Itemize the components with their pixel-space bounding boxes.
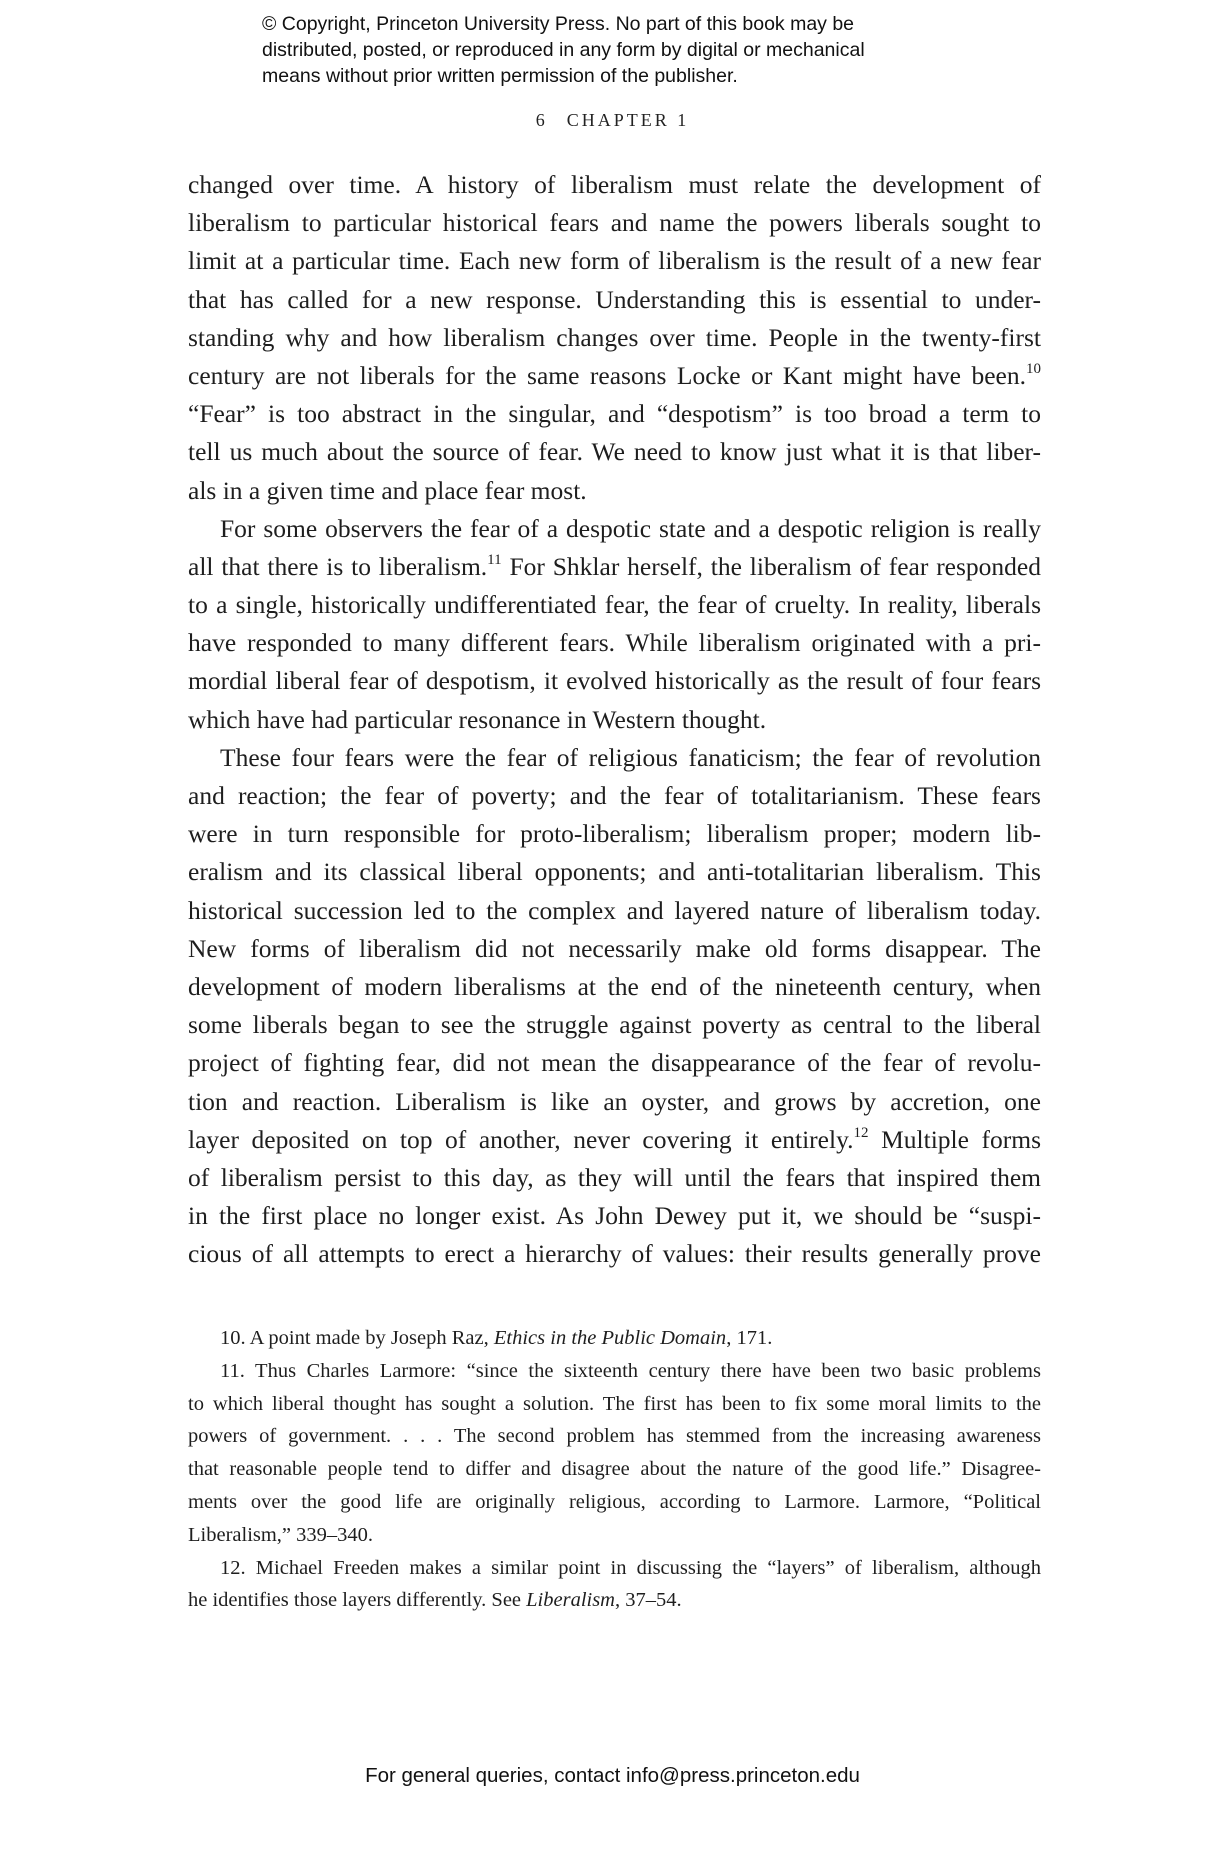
footnote-11-line: ments over the good life are originally religious, according to Larmore. Larmore, “Political (188, 1490, 1041, 1513)
running-head (0, 110, 1225, 131)
body-line-text: Multiple forms (868, 1124, 1041, 1154)
body-line: These four fears were the fear of religious fanaticism; the fear of revolution (220, 742, 1041, 772)
footnote-12-line (188, 1584, 1041, 1617)
body-line: were in turn responsible for proto-liberalism; liberalism proper; modern lib- (188, 819, 1041, 849)
footnote-text: 10. A point made by Joseph Raz, (220, 1327, 494, 1349)
body-line: in the first place no longer exist. As John Dewey put it, we should be “suspi- (188, 1201, 1041, 1231)
page-number: 6 (535, 110, 545, 130)
body-line-text: all that there is to liberalism. (188, 551, 488, 581)
body-line: development of modern liberalisms at the end of the nineteenth century, when (188, 971, 1041, 1001)
footnote-10 (188, 1322, 1041, 1355)
body-line: tell us much about the source of fear. We need to know just what it is that liber- (188, 437, 1041, 467)
footnote-ref-12[interactable]: 12 (853, 1124, 869, 1141)
body-line: of liberalism persist to this day, as they will until the fears that inspired them (188, 1162, 1041, 1192)
body-line: New forms of liberalism did not necessarily make old forms disappear. The (188, 933, 1041, 963)
body-line-text: For Shklar herself, the liberalism of fear responded (501, 551, 1041, 581)
body-line: project of fighting fear, did not mean the disappearance of the fear of revolu- (188, 1048, 1041, 1078)
body-line: that has called for a new response. Understanding this is essential to under- (188, 284, 1041, 314)
body-line: have responded to many different fears. While liberalism originated with a pri- (188, 628, 1041, 658)
body-line: tion and reaction. Liberalism is like an oyster, and grows by accretion, one (188, 1086, 1041, 1116)
footnote-title: Liberalism (526, 1589, 615, 1612)
body-line: eralism and its classical liberal opponents; and anti-totalitarian liberalism. This (188, 857, 1041, 887)
body-line: For some observers the fear of a despotic state and a despotic religion is really (220, 513, 1041, 543)
body-line-text: century are not liberals for the same reasons Locke or Kant might have been. (188, 360, 1026, 390)
footnote-ref-10[interactable]: 10 (1026, 360, 1041, 377)
footnote-12-line: 12. Michael Freeden makes a similar point in discussing the “layers” of liberalism, although (220, 1556, 1041, 1579)
body-line: some liberals began to see the struggle against poverty as central to the liberal (188, 1010, 1041, 1040)
body-line: which have had particular resonance in Western thought. (188, 704, 767, 734)
body-line: “Fear” is too abstract in the singular, and “despotism” is too broad a term to (188, 399, 1041, 429)
body-line: and reaction; the fear of poverty; and the fear of totalitarianism. These fears (188, 781, 1041, 810)
body-line: mordial liberal fear of despotism, it evolved historically as the result of four fears (188, 666, 1041, 696)
body-line (188, 548, 1041, 586)
body-line: liberalism to particular historical fears and name the powers liberals sought to (188, 208, 1041, 238)
body-text (188, 166, 1041, 1273)
footnote-11-line: powers of government. . . . The second problem has stemmed from the increasing awareness (188, 1425, 1041, 1448)
footnote-text: he identifies those layers differently. See (188, 1589, 527, 1612)
body-line: historical succession led to the complex and layered nature of liberalism today. (188, 895, 1041, 925)
chapter-label: CHAPTER 1 (566, 110, 690, 130)
body-line: cious of all attempts to erect a hierarchy of values: their results generally prove (188, 1239, 1041, 1269)
footnote-ref-11[interactable]: 11 (487, 551, 502, 568)
body-line (188, 1121, 1041, 1159)
copyright-notice (262, 11, 1022, 89)
body-line: standing why and how liberalism changes over time. People in the twenty-first (188, 322, 1041, 352)
footnote-11-line: 11. Thus Charles Larmore: “since the sixteenth century there have been two basic problems (220, 1359, 1041, 1382)
copyright-line: © Copyright, Princeton University Press. No part of this book may be (262, 13, 855, 35)
footnotes (188, 1322, 1041, 1617)
body-line (188, 357, 1041, 395)
footnote-title: Ethics in the Public Domain (493, 1327, 727, 1349)
footnote-text: , 171. (726, 1327, 773, 1349)
body-line: to a single, historically undifferentiated fear, the fear of cruelty. In reality, liberals (188, 590, 1041, 620)
footer-contact: For general queries, contact info@press.princeton.edu (365, 1764, 860, 1787)
copyright-line: means without prior written permission of the publisher. (262, 65, 738, 87)
footnote-11-line: to which liberal thought has sought a solution. The first has been to fix some moral limits to the (188, 1392, 1041, 1415)
body-line-text: layer deposited on top of another, never covering it entirely. (188, 1124, 854, 1154)
footnote-text: , 37–54. (615, 1589, 682, 1612)
body-line: limit at a particular time. Each new form of liberalism is the result of a new fear (188, 246, 1041, 276)
body-line: changed over time. A history of liberalism must relate the development of (188, 170, 1041, 199)
footnote-11-line: Liberalism,” 339–340. (188, 1523, 374, 1546)
body-line: als in a given time and place fear most. (188, 475, 587, 505)
footnote-11-line: that reasonable people tend to differ and disagree about the nature of the good life.” Disagree- (188, 1458, 1041, 1481)
copyright-line: distributed, posted, or reproduced in any form by digital or mechanical (262, 39, 865, 61)
